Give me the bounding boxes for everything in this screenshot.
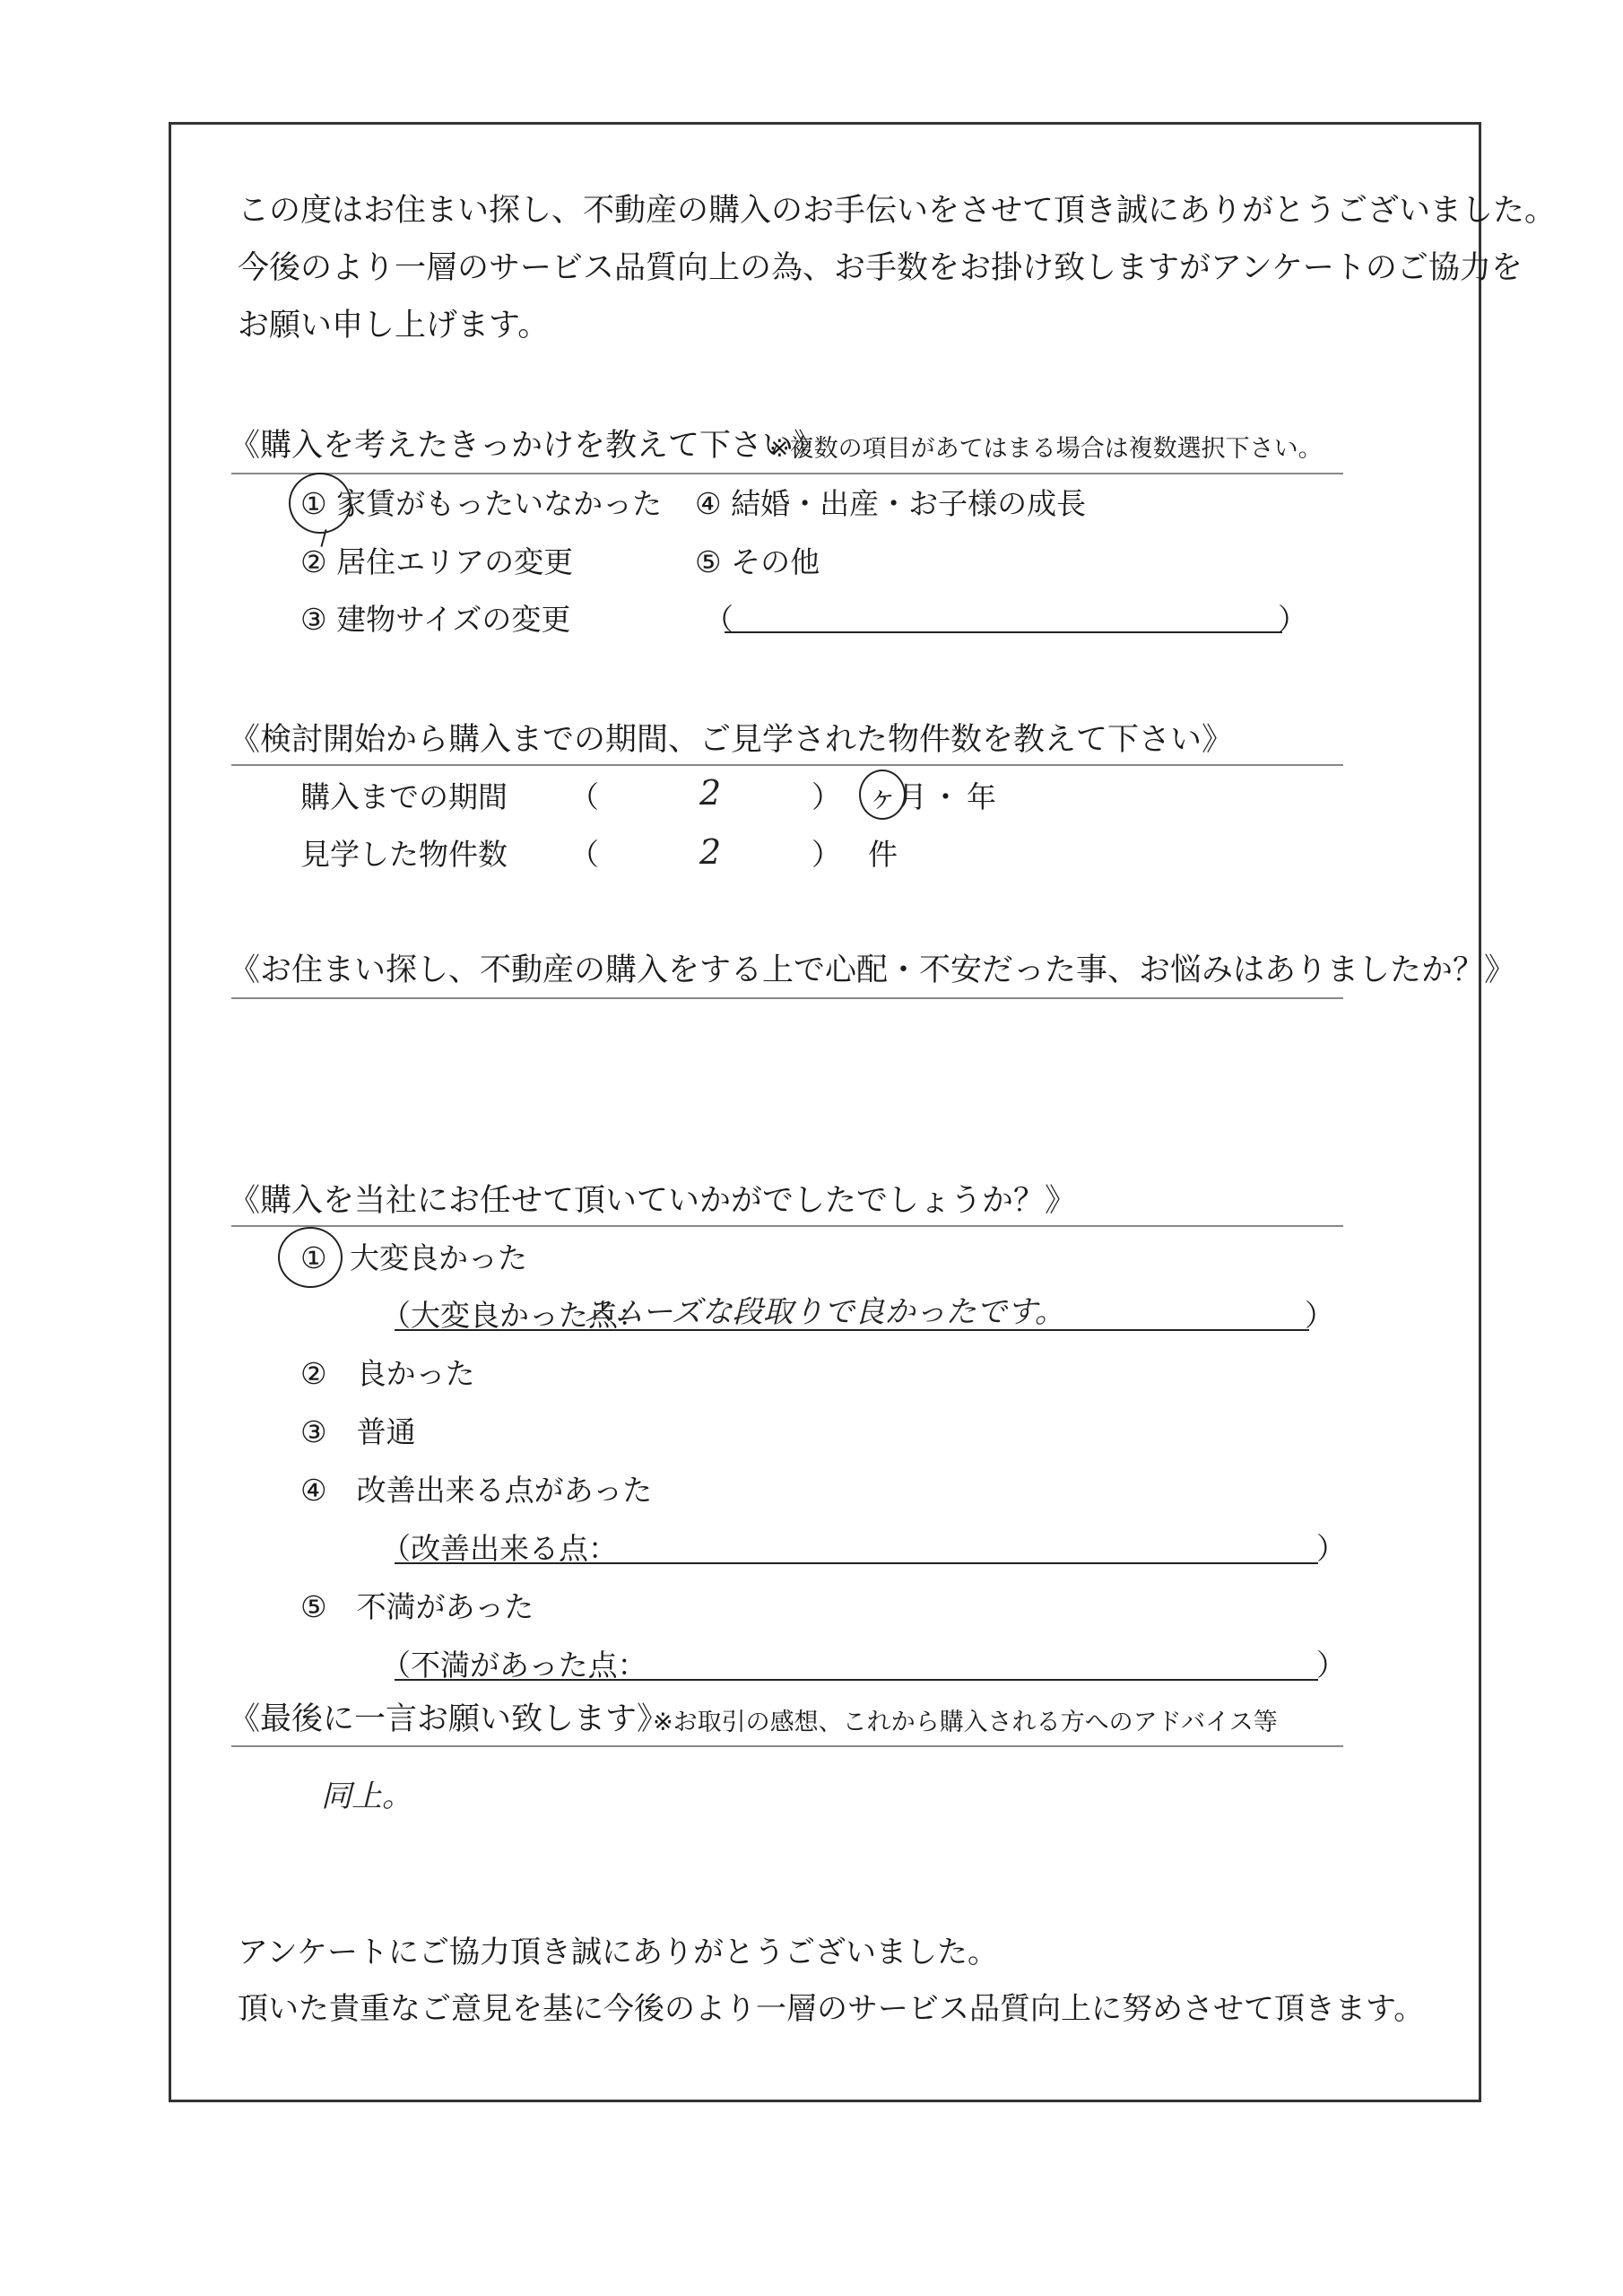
q2-period-open: （ <box>569 779 599 814</box>
q1-option-1-circle-mark <box>289 473 352 534</box>
q4-improve-label: （改善出来る点： <box>381 1531 618 1566</box>
q3-heading: 《お住まい探し、不動産の購入をする上で心配・不安だった事、お悩みはありましたか？》 <box>229 952 1516 988</box>
q1-other-field[interactable] <box>725 631 1282 633</box>
closing-line-1: アンケートにご協力頂き誠にありがとうございました。 <box>238 1935 998 1970</box>
q4-option-2[interactable]: ② 良かった <box>300 1356 475 1391</box>
q4-option-3[interactable]: ③ 普通 <box>300 1414 416 1449</box>
q4-option-4[interactable]: ④ 改善出来る点があった <box>300 1473 653 1508</box>
q2-period-unit-year[interactable]: 年 <box>967 779 996 814</box>
q3-answer-area[interactable] <box>231 1004 1343 1166</box>
q1-option-2[interactable]: ② 居住エリアの変更 <box>300 544 574 579</box>
q1-heading: 《購入を考えたきっかけを教えて下さい》 <box>229 428 826 464</box>
q2-rule <box>231 764 1343 766</box>
q4-improve-field[interactable] <box>395 1562 1318 1564</box>
q5-answer[interactable]: 同上。 <box>321 1779 412 1814</box>
q2-period-unit-month[interactable]: ヶ月 <box>868 779 927 814</box>
q4-dissatisfied-close: ） <box>1316 1648 1346 1683</box>
q4-option-1-label[interactable]: 大変良かった <box>350 1240 527 1275</box>
q2-period-label: 購入までの期間 <box>300 779 508 814</box>
q1-option-5[interactable]: ⑤ その他 <box>695 544 820 579</box>
q2-count-label: 見学した物件数 <box>300 837 508 872</box>
q2-heading: 《検討開始から購入までの期間、ご見学された物件数を教えて下さい》 <box>229 722 1234 758</box>
q1-option-1[interactable]: ① 家賃がもったいなかった <box>300 486 663 521</box>
q2-period-value[interactable]: 2 <box>699 773 722 813</box>
q2-count-value[interactable]: 2 <box>699 832 722 872</box>
q4-option-1-number[interactable]: ① <box>300 1240 327 1275</box>
q2-count-close: ） <box>812 837 841 872</box>
q1-other-open: （ <box>704 602 733 637</box>
q4-good-underline <box>395 1329 1309 1331</box>
q5-heading: 《最後に一言お願い致します》 <box>229 1701 669 1737</box>
intro-line-3: お願い申し上げます。 <box>238 308 550 344</box>
intro-line-1: この度はお住まい探し、不動産の購入のお手伝いをさせて頂き誠にありがとうございました。 <box>238 193 1557 229</box>
q4-good-value[interactable]: スムーズな段取りで良かったです。 <box>583 1294 1065 1330</box>
q2-count-unit: 件 <box>868 837 898 872</box>
q4-option-1-circle-mark <box>278 1227 343 1288</box>
q5-rule <box>231 1745 1343 1747</box>
q1-rule <box>231 473 1343 474</box>
q4-dissatisfied-field[interactable] <box>395 1679 1318 1681</box>
q4-heading: 《購入を当社にお任せて頂いていかがでしたでしょうか？》 <box>229 1183 1077 1219</box>
q2-period-sep: ・ <box>931 779 960 814</box>
q4-option-5[interactable]: ⑤ 不満があった <box>300 1589 534 1624</box>
q4-good-close: ） <box>1305 1298 1334 1333</box>
closing-line-2: 頂いた貴重なご意見を基に今後のより一層のサービス品質向上に努めさせて頂きます。 <box>238 1991 1425 2027</box>
q4-improve-close: ） <box>1316 1531 1346 1566</box>
q1-other-close: ） <box>1278 602 1307 637</box>
q4-dissatisfied-label: （不満があった点： <box>381 1648 647 1683</box>
q1-option-3[interactable]: ③ 建物サイズの変更 <box>300 602 571 637</box>
q5-note: ※お取引の感想、これから購入される方へのアドバイス等 <box>653 1709 1278 1736</box>
q2-count-open: （ <box>569 837 599 872</box>
q2-period-close: ） <box>812 779 841 814</box>
intro-line-2: 今後のより一層のサービス品質向上の為、お手数をお掛け致しますがアンケートのご協力を <box>238 250 1523 286</box>
q3-rule <box>231 997 1343 999</box>
q1-option-4[interactable]: ④ 結婚・出産・お子様の成長 <box>695 486 1087 521</box>
q4-rule <box>231 1225 1343 1227</box>
q4-good-label: （大変良かった点： <box>381 1298 647 1333</box>
q2-period-month-circle-mark <box>859 770 906 820</box>
q1-note: ※複数の項目があてはまる場合は複数選択下さい。 <box>769 435 1323 463</box>
